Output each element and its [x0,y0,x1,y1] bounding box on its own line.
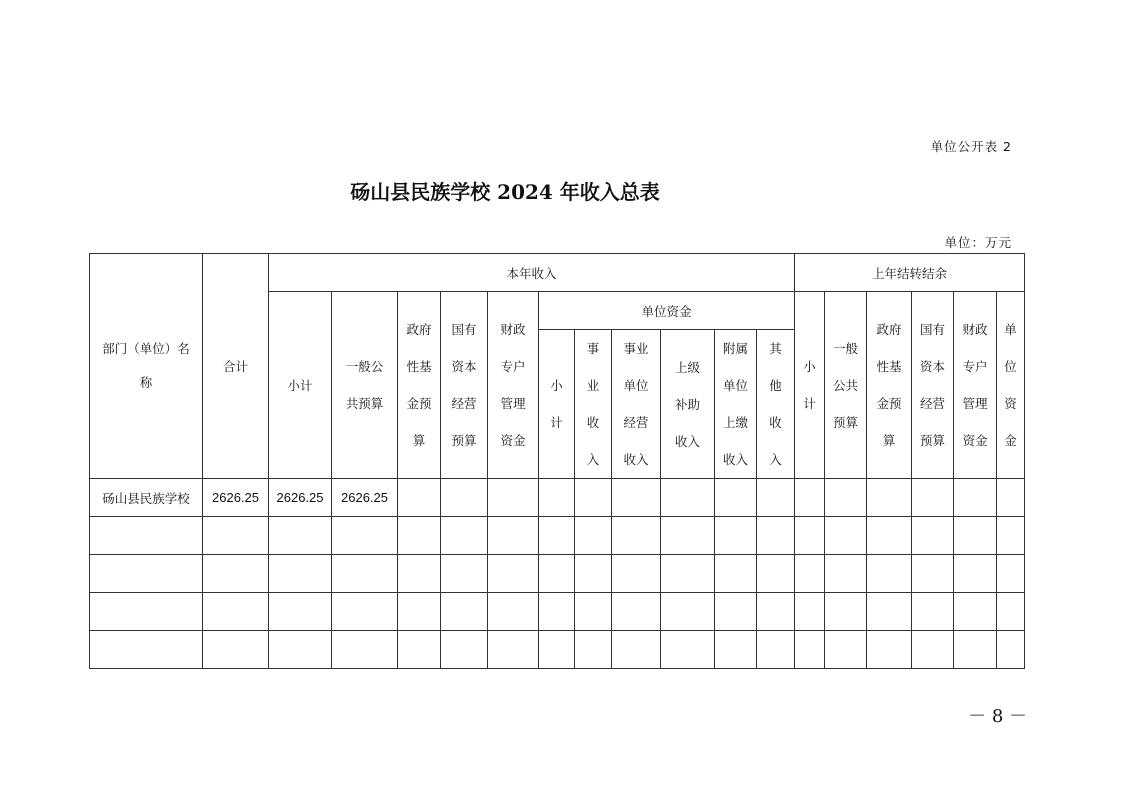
header-current-year-income: 本年收入 [269,254,795,292]
header-uf-operating-income: 事业 单位 经营 收入 [612,330,661,479]
empty-cell [912,479,954,517]
empty-cell [715,479,757,517]
empty-cell [867,479,912,517]
general-budget-cell: 2626.25 [332,479,398,517]
header-dept-name: 部门（单位）名 称 [90,254,203,479]
header-cy-state-capital: 国有 资本 经营 预算 [441,292,488,479]
header-uf-business-income: 事 业 收 入 [575,330,612,479]
empty-cell [757,479,795,517]
empty-cell [398,479,441,517]
dept-name-cell: 砀山县民族学校 [90,479,203,517]
page-number: － 8 － [968,706,1027,727]
header-cy-fiscal-special: 财政 专户 管理 资金 [488,292,539,479]
header-uf-affiliated-income: 附属 单位 上缴 收入 [715,330,757,479]
header-uf-subtotal: 小 计 [539,330,575,479]
header-co-subtotal: 小 计 [795,292,825,479]
table-row [90,593,1025,631]
header-cy-general-budget: 一般公 共预算 [332,292,398,479]
header-cy-subtotal: 小计 [269,292,332,479]
empty-cell [488,479,539,517]
header-co-fiscal-special: 财政 专户 管理 资金 [954,292,997,479]
header-cy-gov-fund: 政府 性基 金预 算 [398,292,441,479]
header-co-state-capital: 国有 资本 经营 预算 [912,292,954,479]
empty-cell [954,479,997,517]
empty-cell [441,479,488,517]
header-unit-funds: 单位资金 [539,292,795,330]
empty-cell [575,479,612,517]
header-total: 合计 [203,254,269,479]
table-row [90,631,1025,669]
empty-cell [661,479,715,517]
form-number: 单位公开表 2 [930,139,1012,154]
header-co-general-budget: 一般 公共 预算 [825,292,867,479]
empty-cell [612,479,661,517]
table-row [90,517,1025,555]
empty-cell [795,479,825,517]
header-carryover: 上年结转结余 [795,254,1025,292]
subtotal-cell: 2626.25 [269,479,332,517]
empty-cell [997,479,1025,517]
total-cell: 2626.25 [203,479,269,517]
header-co-unit-funds: 单 位 资 金 [997,292,1025,479]
unit-label: 单位：万元 [944,235,1012,250]
header-uf-subsidy-income: 上级 补助 收入 [661,330,715,479]
page-title: 砀山县民族学校 2024 年收入总表 [350,180,660,204]
empty-cell [825,479,867,517]
header-uf-other-income: 其 他 收 入 [757,330,795,479]
table-row [90,555,1025,593]
income-summary-table [89,253,1025,669]
empty-cell [539,479,575,517]
header-co-gov-fund: 政府 性基 金预 算 [867,292,912,479]
table-row [90,479,1025,517]
